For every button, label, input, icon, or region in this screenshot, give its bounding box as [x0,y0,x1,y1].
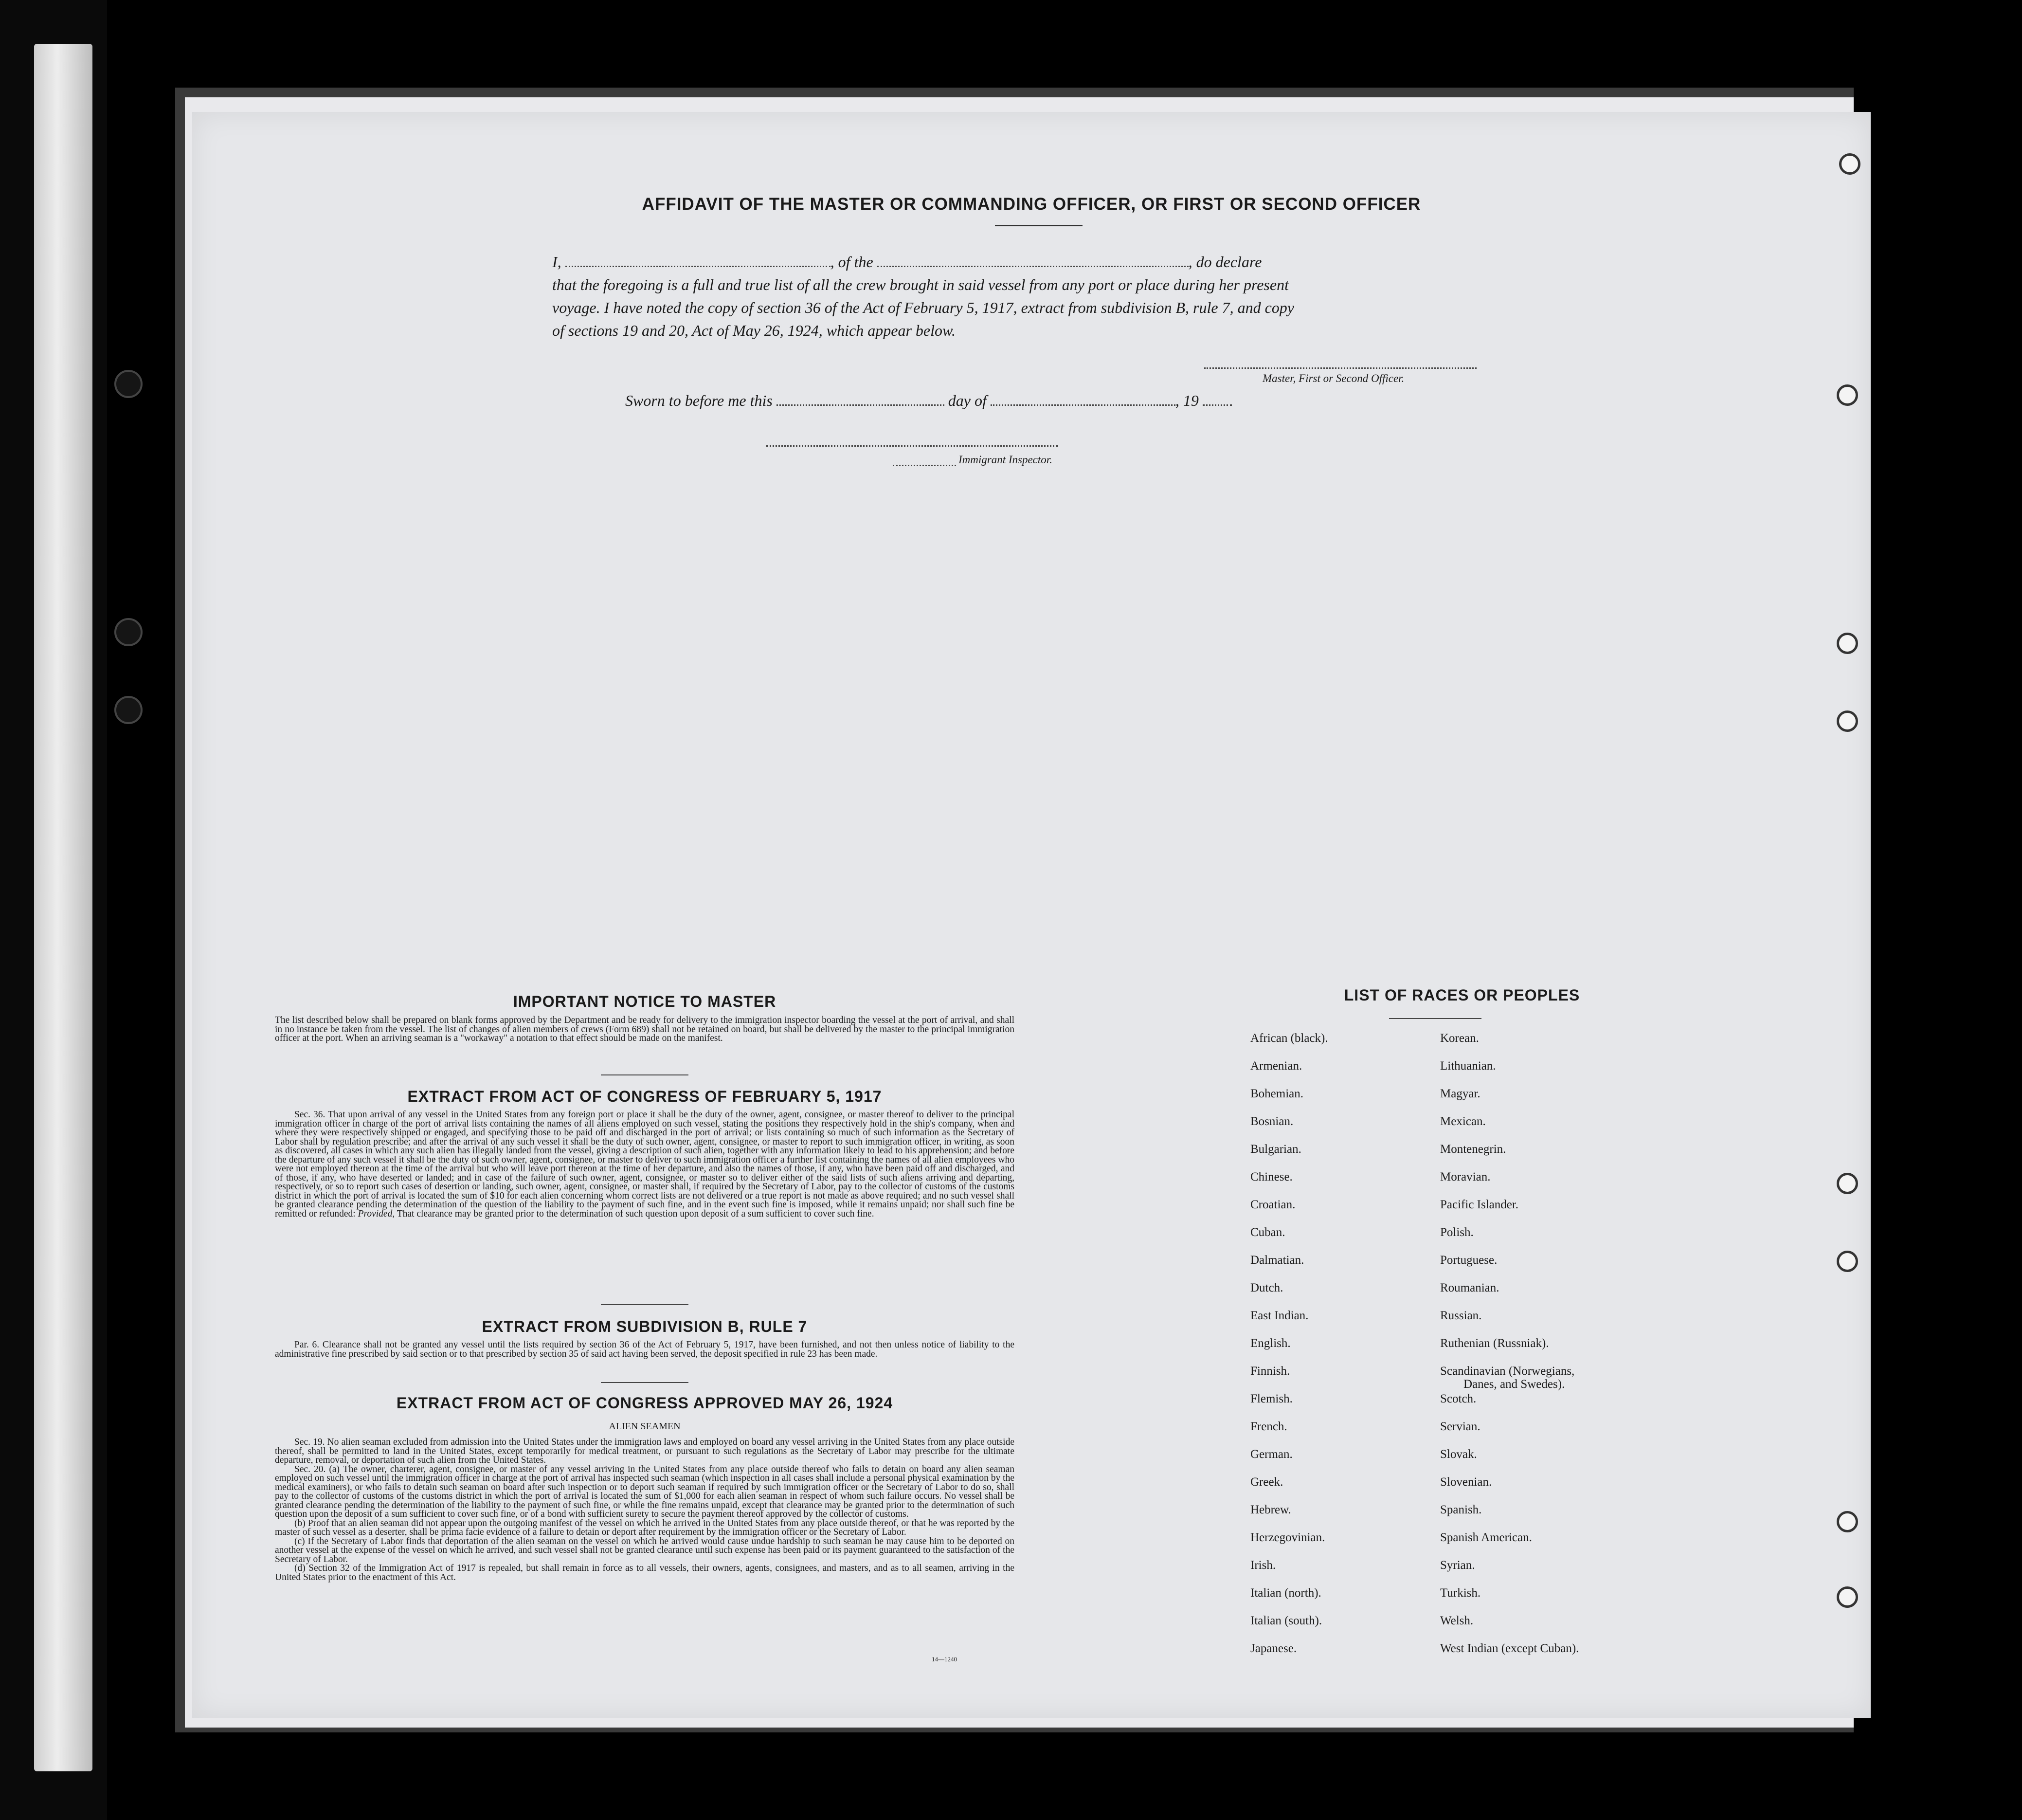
sec36-text-end: That clearance may be granted prior to the determination of such question upon deposit of a sum sufficient to cover such fine. [397,1208,874,1219]
sworn-text: Sworn to before me this [625,392,773,409]
race-item: Korean. [1440,1032,1479,1045]
race-item: Greek. [1250,1475,1283,1489]
name-blank[interactable] [565,253,830,267]
race-item: Syrian. [1440,1559,1475,1572]
extract-1924-title: EXTRACT FROM ACT OF CONGRESS APPROVED MAY 26, 1924 [396,1394,893,1412]
affidavit-line-4: of sections 19 and 20, Act of May 26, 1924, which appear below. [552,322,956,339]
divider [601,1382,688,1383]
race-item: Slovak. [1440,1448,1477,1461]
punch-hole [1837,1511,1858,1532]
document-page [192,112,1871,1718]
race-item: Japanese. [1250,1642,1297,1655]
affidavit-line-2: that the foregoing is a full and true list of all the crew brought in said vessel from any port or place during her present [552,276,1289,293]
race-item: Scotch. [1440,1392,1477,1405]
binder-strip [34,44,92,1771]
race-item: Roumanian. [1440,1281,1499,1294]
day-of-text: day of [948,392,987,409]
race-item: Montenegrin. [1440,1143,1506,1156]
race-item: Portuguese. [1440,1254,1498,1267]
races-right-column [1440,1032,1732,1670]
sec20c-text: (c) If the Secretary of Labor finds that deportation of the alien seaman on the vessel on which he arrived would cause undue hardship to such seaman he may cause him to be deported on another vessel at the expense of the vessel on which he arrived, and such vessel shall not be granted clearance until such expense has been paid or its payment guaranteed to the satisfaction of the Secretary of Labor. [275,1536,1014,1565]
affidavit-body [552,251,1700,342]
sworn-line [625,389,1232,412]
race-item: Dutch. [1250,1281,1283,1294]
month-blank[interactable] [991,392,1175,406]
inspector-label: Immigrant Inspector. [958,454,1052,466]
punch-hole [1837,1586,1858,1608]
race-item: Russian. [1440,1309,1482,1322]
race-item: Magyar. [1440,1087,1480,1100]
sec20a-paragraph [275,1465,1014,1519]
race-item: Herzegovinian. [1250,1531,1325,1544]
sec20d-text: (d) Section 32 of the Immigration Act of 1917 is repealed, but shall remain in force as to all vessels, their owners, agents, consignees, and masters, and as to all seamen, arriving in the United States prior to the enactment of this Act. [275,1563,1014,1583]
race-item: Italian (south). [1250,1614,1322,1627]
race-item: Pacific Islander. [1440,1198,1519,1211]
race-item: African (black). [1250,1032,1328,1045]
race-item: French. [1250,1420,1287,1433]
races-title-rule [1389,1018,1481,1019]
vessel-blank[interactable] [877,253,1189,267]
rule7-title: EXTRACT FROM SUBDIVISION B, RULE 7 [482,1318,808,1335]
binder-hole [114,696,143,724]
sec36-label: Sec. 36. [294,1110,325,1120]
punch-hole [1839,153,1860,175]
form-number: 14—1240 [932,1656,957,1663]
sec20d-paragraph [275,1564,1014,1582]
races-title: LIST OF RACES OR PEOPLES [1344,986,1580,1004]
extract-1917-title: EXTRACT FROM ACT OF CONGRESS OF FEBRUARY 5, 1917 [407,1088,882,1105]
race-item: Polish. [1440,1226,1474,1239]
notice-text: The list described below shall be prepared on blank forms approved by the Department and be ready for delivery to the immigration inspector boarding the vessel at the port of arrival, and shall in no instance be taken from the vessel. The list of changes of alien members of crews (Form 689) shall not be retained on board, but shall be delivered by the master to the principal immigration officer at the port. When an arriving seaman is a "workaway" a notation to that effect should be made on the manifest. [275,1015,1014,1043]
affidavit-line-1 [552,251,1700,273]
binder-hole [114,618,143,646]
divider [601,1074,688,1075]
race-item: German. [1250,1448,1293,1461]
race-item: Italian (north). [1250,1586,1321,1600]
sec20b-text: (b) Proof that an alien seaman did not appear upon the outgoing manifest of the vessel on which he arrived in the United States from any place outside thereof, or that he was reported by the master of such vessel as a deserter, shall be prima facie evidence of a failure to detain or deport after requirement by the immigration officer or the Secretary of Labor. [275,1518,1014,1537]
divider [601,1304,688,1305]
affidavit-of-the: , of the [830,253,873,271]
rule7-text [275,1341,1014,1359]
inspector-signature-line-2[interactable] [893,465,956,466]
race-item: Slovenian. [1440,1475,1492,1489]
punch-hole [1837,1173,1858,1194]
extract-1924-text [275,1438,1014,1582]
race-item: Turkish. [1440,1586,1481,1600]
provided-text: Provided, [358,1208,395,1219]
sec19-text: Sec. 19. No alien seaman excluded from admission into the United States under the immigration laws and employed on board any vessel arriving in the United States from any place outside thereof, shall be permitted to land in the United States, except temporarily for medical treatment, or pursuant to such regulations as the Secretary of Labor may prescribe for the ultimate departure, removal, or deportation of such alien from the United States. [275,1437,1014,1465]
punch-hole [1837,1251,1858,1272]
inspector-signature-line[interactable] [766,445,1058,447]
sec20a-text: Sec. 20. (a) The owner, charterer, agent, consignee, or master of any vessel arriving in the United States from any place outside thereof who fails to detain on board any alien seaman employed on such vessel until the immigration officer in charge at the port of arrival has inspected such seaman (which inspection in all cases shall include a personal physical examination by the medical examiners), or who fails to detain such seaman on board after such inspection or to deport such seaman if required by such immigration officer or the Secretary of Labor to do so, shall pay to the collector of customs of the customs district in which the port of arrival is located the sum of $1,000 for each alien seaman in respect of whom such failure occurs. No vessel shall be granted clearance pending the determination of the liability to the payment of such fine, or while the fine remains unpaid, except that clearance may be granted prior to the determination of such question upon the deposit of a sum sufficient to cover such fine, or of a bond with sufficient surety to secure the payment thereof approved by the collector of customs. [275,1464,1014,1519]
race-item: Mexican. [1440,1115,1486,1128]
punch-hole [1837,633,1858,654]
sec20c-paragraph [275,1537,1014,1565]
race-item: Servian. [1440,1420,1480,1433]
year-blank[interactable] [1203,392,1232,406]
sec20b-paragraph [275,1519,1014,1537]
affidavit-i: I, [552,253,561,271]
rule7-paragraph: Par. 6. Clearance shall not be granted any vessel until the lists required by section 36 of the Act of February 5, 1917, have been furnished, and not then unless notice of liability to the administrative fine prescribed by said section or to that prescribed by section 35 of said act having been served, the deposit specified in rule 23 has been made. [275,1340,1014,1359]
master-label: Master, First or Second Officer. [1263,372,1405,384]
year-text: , 19 [1175,392,1199,409]
title-rule [995,225,1083,226]
sworn-day-blank[interactable] [776,392,944,406]
race-item: Cuban. [1250,1226,1285,1239]
races-left-column [1250,1032,1435,1670]
race-item: Chinese. [1250,1170,1293,1183]
race-item: English. [1250,1337,1291,1350]
binder-edge [0,0,107,1820]
race-item: Spanish. [1440,1503,1482,1516]
affidavit-do-declare: , do declare [1188,253,1262,271]
sec19-paragraph [275,1438,1014,1465]
race-item: Ruthenian (Russniak). [1440,1337,1549,1350]
punch-hole [1837,384,1858,406]
race-item: Bulgarian. [1250,1143,1301,1156]
race-item: Scandinavian (Norwegians, [1440,1365,1575,1378]
race-item: Finnish. [1250,1365,1290,1378]
race-item: Dalmatian. [1250,1254,1304,1267]
notice-title: IMPORTANT NOTICE TO MASTER [513,993,776,1010]
race-item: Moravian. [1440,1170,1491,1183]
race-item: Danes, and Swedes). [1463,1378,1565,1391]
race-item: Armenian. [1250,1059,1302,1073]
race-item: Flemish. [1250,1392,1293,1405]
race-item: Croatian. [1250,1198,1296,1211]
race-item: Spanish American. [1440,1531,1532,1544]
punch-hole [1837,710,1858,732]
extract-1917-text [275,1110,1014,1219]
race-item: Irish. [1250,1559,1276,1572]
affidavit-title: AFFIDAVIT OF THE MASTER OR COMMANDING OFFICER, OR FIRST OR SECOND OFFICER [642,195,1421,214]
race-item: East Indian. [1250,1309,1309,1322]
race-item: Hebrew. [1250,1503,1291,1516]
master-signature-line[interactable] [1204,367,1477,369]
race-item: West Indian (except Cuban). [1440,1642,1579,1655]
race-item: Bosnian. [1250,1115,1294,1128]
race-item: Lithuanian. [1440,1059,1496,1073]
race-item: Welsh. [1440,1614,1474,1627]
race-item: Bohemian. [1250,1087,1304,1100]
sec36-text: That upon arrival of any vessel in the United States from any foreign port or place it shall be the duty of the owner, agent, consignee, or master thereof to deliver to the principal immigration officer in charge of the port of arrival lists containing the names of all aliens employed on such vessel, stating the positions they respectively hold in the ship's company, when and where they were respectively shipped or engaged, and specifying those to be paid off and discharged in the port of arrival; or lists containing so much of such information as the Secretary of Labor shall by regulation prescribe; and after the arrival of any such vessel it shall be the duty of such owner, agent, consignee, or master to report to such immigration officer, in writing, as soon as discovered, all cases in which any such alien has illegally landed from the vessel, giving a description of such alien, together with any information likely to lead to his apprehension; and before the departure of any such vessel it shall be the duty of such owner, agent, consignee, or master to deliver to such immigration officer a further list containing the names of all alien employees who were not employed thereon at the time of the arrival but who will leave port thereon at the time of her departure, and also the names of those, if any, who have been paid off and discharged, and of those, if any, who have deserted or landed; and in case of the failure of such owner, agent, consignee, or master so to deliver either of the said lists of such aliens arriving and departing, respectively, or so to report such cases of desertion or landing, such owner, agent, consignee, or master shall, if required by the Secretary of Labor, pay to the collector of customs of the customs district in which the port of arrival is located the sum of $10 for each alien concerning whom correct lists are not delivered or a true report is not made as above required; and no such vessel shall be granted clearance pending the determination of the question of the liability to the payment of such fine, and in the event such fine is imposed, while it remains unpaid; nor shall such fine be remitted or refunded: [275,1110,1014,1219]
affidavit-line-3: voyage. I have noted the copy of section 36 of the Act of February 5, 1917, extract from subdivision B, rule 7, and copy [552,299,1294,316]
alien-seamen-subtitle: ALIEN SEAMEN [609,1421,681,1432]
binder-hole [114,370,143,398]
